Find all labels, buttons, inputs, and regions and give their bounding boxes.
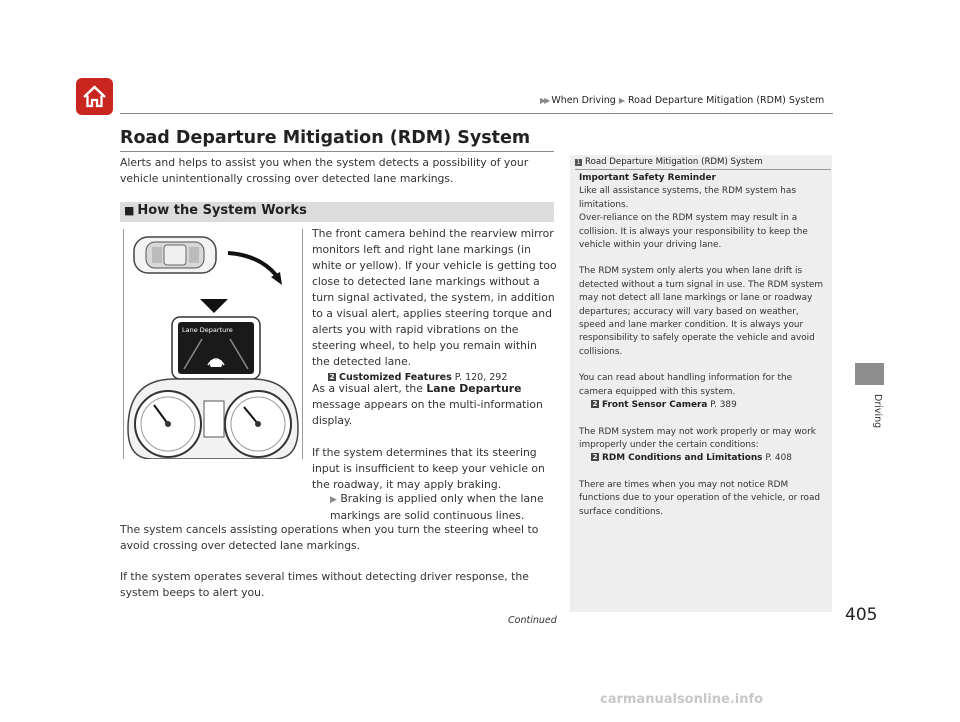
- chapter-tab[interactable]: [855, 363, 884, 385]
- system-description: [312, 226, 557, 386]
- note-body: [579, 172, 827, 519]
- note-divider: [575, 169, 831, 170]
- intro-text: Alerts and helps to assist you when the system detects a possibility of your vehicle unintentionally crossing over detected lane markings.: [120, 156, 529, 185]
- watermark: carmanualsonline.info: [600, 692, 764, 707]
- description-text: The front camera behind the rearview mirror monitors left and right lane markings (in white or yellow). If your vehicle is getting too close to detected lane markings without a turn signal activated, the system, in addition to a visual alert, applies steering torque and alerts you with rapid vibrations on the steering wheel, to help you remain within the detected lane.: [312, 227, 557, 368]
- beep-text: If the system operates several times without detecting driver response, the system beeps to alert you.: [120, 570, 529, 599]
- header-divider: [120, 113, 833, 114]
- note-paragraph: You can read about handling information for the camera equipped with this system.: [579, 373, 793, 397]
- braking-result: ▶ Braking is applied only when the lane markings are solid continuous lines.: [330, 492, 544, 522]
- page-title: Road Departure Mitigation (RDM) System: [120, 128, 531, 148]
- continued-label: Continued: [508, 615, 557, 626]
- section-square-icon: ■: [124, 204, 135, 217]
- rdm-illustration: [123, 229, 303, 459]
- breadcrumb-link-when-driving[interactable]: When Driving: [551, 95, 616, 106]
- home-button[interactable]: [76, 78, 113, 115]
- note-icon: 1: [576, 159, 581, 166]
- xref-rdm-conditions[interactable]: 2 RDM Conditions and Limitations P. 408: [592, 453, 792, 464]
- note-paragraph: The RDM system may not work properly or may work improperly under the certain conditions:: [579, 426, 816, 450]
- note-heading: 1 Road Departure Mitigation (RDM) System: [576, 157, 763, 167]
- car-topview-icon: [134, 237, 216, 273]
- down-arrow-icon: [200, 299, 228, 313]
- instrument-cluster: [128, 379, 298, 459]
- note-paragraph: Over-reliance on the RDM system may result in a collision. It is always your responsibility to keep the vehicle within your driving lane.: [579, 213, 808, 251]
- braking-text: If the system determines that its steering input is insufficient to keep your vehicle on the roadway, it may apply braking.: [312, 446, 545, 491]
- note-paragraph: Like all assistance systems, the RDM system has limitations.: [579, 186, 796, 210]
- reference-icon: 2: [592, 453, 598, 462]
- reference-icon: 2: [329, 373, 335, 381]
- note-paragraph: The RDM system only alerts you when lane drift is detected without a turn signal in use. The RDM system may not detect all lane markings or lane or roadway departures; accuracy will vary based on weather, speed and lane marker condition. It is always your responsibility to safely operate the vehicle and avoid collisions.: [579, 266, 824, 357]
- title-divider: [120, 151, 554, 152]
- breadcrumb-arrow-icon: ▶: [618, 96, 625, 105]
- breadcrumb-current: Road Departure Mitigation (RDM) System: [627, 95, 825, 106]
- section-title: ■ How the System Works: [124, 203, 307, 218]
- lane-departure-display: [172, 317, 260, 379]
- reference-icon: 2: [592, 400, 598, 409]
- note-paragraph: There are times when you may not notice RDM functions due to your operation of the vehicle, or road surface conditions.: [579, 479, 821, 517]
- xref-front-sensor-camera[interactable]: 2 Front Sensor Camera P. 389: [592, 400, 737, 411]
- chapter-label: Driving: [872, 394, 883, 429]
- breadcrumb-arrow-icon: ▶▶: [540, 96, 549, 105]
- page-number: 405: [845, 605, 878, 625]
- result-arrow-icon: ▶: [330, 495, 337, 505]
- display-label: Lane Departure: [182, 326, 233, 334]
- visual-alert-text: As a visual alert, the Lane Departure message appears on the multi-information display.: [312, 382, 543, 427]
- breadcrumb: [540, 95, 824, 106]
- home-icon: [81, 83, 108, 110]
- safety-title: Important Safety Reminder: [579, 173, 716, 183]
- xref-customized-features[interactable]: 2 Customized Features P. 120, 292: [329, 372, 508, 383]
- cancel-text: The system cancels assisting operations when you turn the steering wheel to avoid crossing over detected lane markings.: [120, 523, 539, 552]
